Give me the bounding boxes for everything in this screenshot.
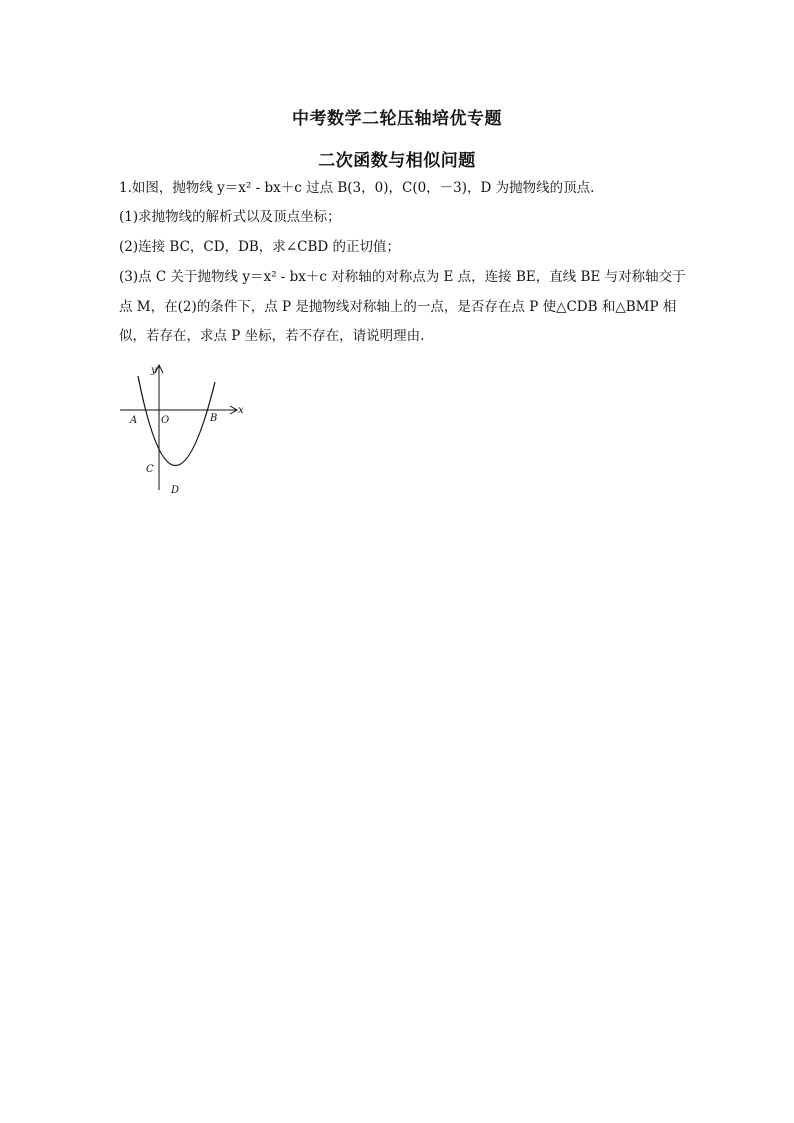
x-axis-label: x: [238, 405, 244, 416]
question-part-3: (3)点 C 关于抛物线 y＝x² - bx＋c 对称轴的对称点为 E 点，连接 BE，直线 BE 与对称轴交于点 M，在(2)的条件下，点 P 是抛物线对称轴上的一点，是否存在点 P 使△CDB 和△BMP 相似，若存在，求点 P 坐标，若不存在，请说明理由.: [119, 269, 686, 344]
parabola-figure: [118, 362, 248, 502]
question-part-1: (1)求抛物线的解析式以及顶点坐标；: [119, 209, 341, 225]
parabola-curve: [138, 376, 218, 466]
point-c-label: C: [146, 464, 154, 475]
question-part-2: (2)连接 BC，CD，DB，求∠CBD 的正切值；: [119, 239, 400, 255]
document-title: 中考数学二轮压轴培优专题: [292, 109, 502, 129]
point-d-label: D: [171, 485, 180, 496]
origin-label: O: [161, 415, 170, 426]
point-b-label: B: [210, 413, 218, 424]
document-subtitle: 二次函数与相似问题: [318, 151, 476, 171]
y-axis-label: y: [151, 365, 157, 376]
question-stem: 1.如图，抛物线 y＝x² - bx＋c 过点 B(3，0)，C(0，－3)，D 为抛物线的顶点.: [119, 180, 595, 196]
point-a-label: A: [130, 415, 138, 426]
